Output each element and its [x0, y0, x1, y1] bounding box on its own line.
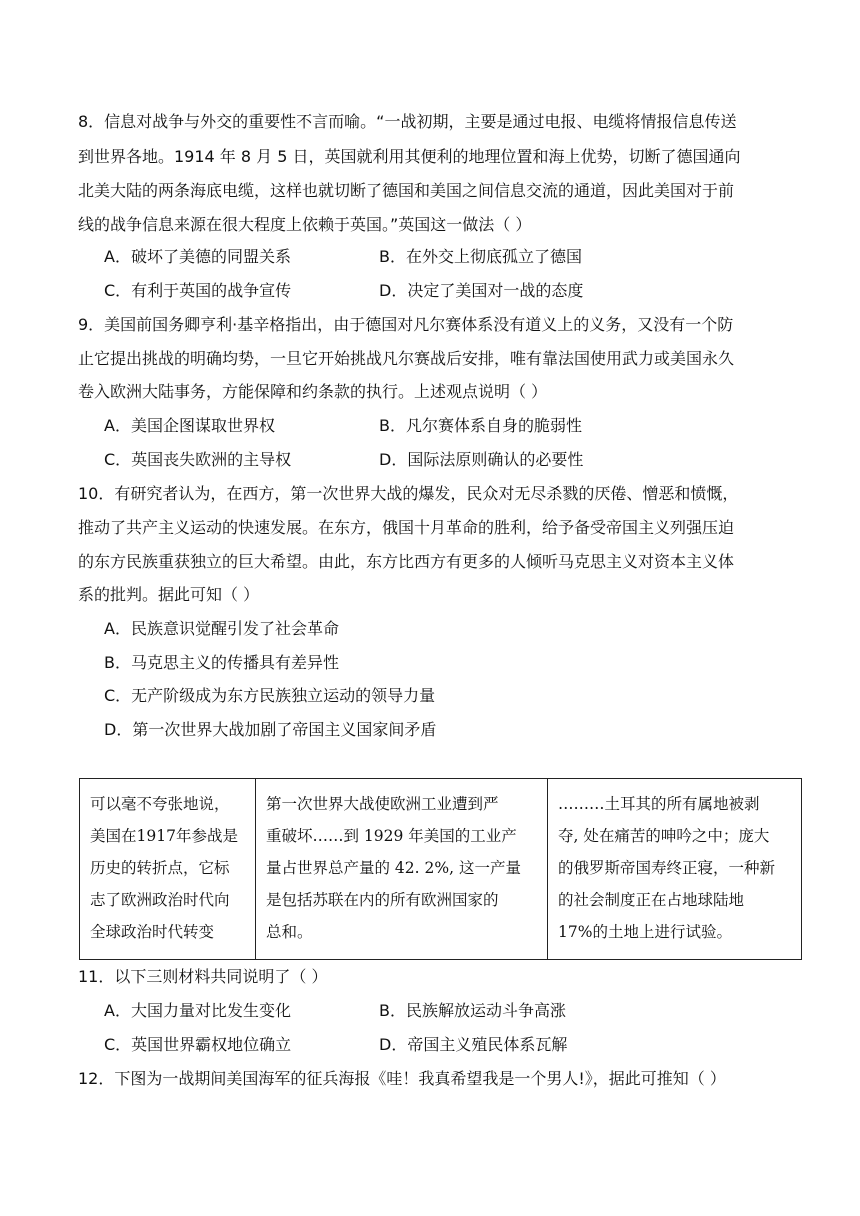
- material-2-line: 第一次世界大战使欧洲工业遭到严: [266, 795, 499, 813]
- q10-option-b[interactable]: B．马克思主义的传播具有差异性: [104, 653, 339, 672]
- q8-stem-line-1: 8．信息对战争与外交的重要性不言而喻。“一战初期，主要是通过电报、电缆将情报信息传送: [78, 112, 737, 131]
- q9-stem-line-2: 止它提出挑战的明确均势，一旦它开始挑战凡尔赛战后安排，唯有靠法国使用武力或美国永久: [78, 349, 735, 368]
- q10-option-c[interactable]: C．无产阶级成为东方民族独立运动的领导力量: [104, 686, 436, 705]
- q9-stem-line-1: 9．美国前国务卿亨利·基辛格指出，由于德国对凡尔赛体系没有道义上的义务，又没有一个防: [78, 315, 734, 334]
- material-2-line: 总和。: [266, 923, 313, 941]
- material-3-cell: [548, 779, 802, 960]
- material-1-line: 可以毫不夸张地说，: [90, 795, 230, 813]
- q8-option-a[interactable]: A．破坏了美德的同盟关系: [104, 247, 291, 266]
- q10-option-a[interactable]: A．民族意识觉醒引发了社会革命: [104, 619, 339, 638]
- q10-stem-line-3: 的东方民族重获独立的巨大希望。由此，东方比西方有更多的人倾听马克思主义对资本主义体: [78, 552, 735, 571]
- material-3-line: ………土耳其的所有属地被剥: [558, 795, 760, 813]
- materials-table: [79, 778, 802, 960]
- q10-stem-line-1: 10．有研究者认为，在西方，第一次世界大战的爆发，民众对无尽杀戮的厌倦、憎恶和愤慨，: [78, 484, 739, 503]
- q10-stem-line-4: 系的批判。据此可知（ ）: [78, 585, 260, 604]
- material-2-line: 量占世界总产量的 42. 2%, 这一产量: [266, 859, 521, 877]
- q8-stem-line-2: 到世界各地。1914 年 8 月 5 日，英国就利用其便利的地理位置和海上优势，切断了德国通向: [78, 147, 741, 166]
- q11-option-c[interactable]: C．英国世界霸权地位确立: [104, 1035, 292, 1054]
- material-3-line: 的俄罗斯帝国寿终正寝，一种新: [558, 859, 776, 877]
- material-2-line: 重破坏……到 1929 年美国的工业产: [266, 827, 517, 845]
- material-3-line: 17%的土地上进行试验。: [558, 923, 732, 941]
- q11-option-a[interactable]: A．大国力量对比发生变化: [104, 1001, 291, 1020]
- q10-stem-line-2: 推动了共产主义运动的快速发展。在东方，俄国十月革命的胜利，给予备受帝国主义列强压迫: [78, 518, 735, 537]
- q9-option-d[interactable]: D．国际法原则确认的必要性: [379, 450, 584, 469]
- q9-option-a[interactable]: A．美国企图谋取世界权: [104, 416, 275, 435]
- q11-option-b[interactable]: B．民族解放运动斗争高涨: [379, 1001, 566, 1020]
- material-1-cell: [80, 779, 256, 960]
- q11-option-d[interactable]: D．帝国主义殖民体系瓦解: [379, 1035, 568, 1054]
- q10-option-d[interactable]: D．第一次世界大战加剧了帝国主义国家间矛盾: [104, 720, 437, 739]
- q12-stem: 12．下图为一战期间美国海军的征兵海报《哇！我真希望我是一个男人!》，据此可推知（ ）: [78, 1069, 726, 1088]
- q9-stem-line-3: 卷入欧洲大陆事务，方能保障和约条款的执行。上述观点说明（ ）: [78, 382, 548, 401]
- material-3-line: 的社会制度正在占地球陆地: [558, 891, 745, 909]
- q8-option-c[interactable]: C．有利于英国的战争宣传: [104, 281, 292, 300]
- material-1-line: 美国在1917年参战是: [90, 827, 238, 845]
- q8-option-b[interactable]: B．在外交上彻底孤立了德国: [379, 247, 582, 266]
- q8-stem-line-3: 北美大陆的两条海底电缆，这样也就切断了德国和美国之间信息交流的通道，因此美国对于前: [78, 181, 735, 200]
- q9-option-b[interactable]: B．凡尔赛体系自身的脆弱性: [379, 416, 582, 435]
- material-2-line: 是包括苏联在内的所有欧洲国家的: [266, 891, 499, 909]
- material-1-line: 历史的转折点，它标: [90, 859, 230, 877]
- q8-option-d[interactable]: D．决定了美国对一战的态度: [379, 281, 584, 300]
- q11-stem: 11．以下三则材料共同说明了（ ）: [78, 967, 328, 986]
- material-1-line: 志了欧洲政治时代向: [90, 891, 230, 909]
- q9-option-c[interactable]: C．英国丧失欧洲的主导权: [104, 450, 292, 469]
- material-1-line: 全球政治时代转变: [90, 923, 215, 941]
- material-2-cell: [256, 779, 548, 960]
- q8-stem-line-4: 线的战争信息来源在很大程度上依赖于英国。”英国这一做法（ ）: [78, 215, 532, 234]
- material-3-line: 夺, 处在痛苦的呻吟之中；庞大: [558, 827, 770, 845]
